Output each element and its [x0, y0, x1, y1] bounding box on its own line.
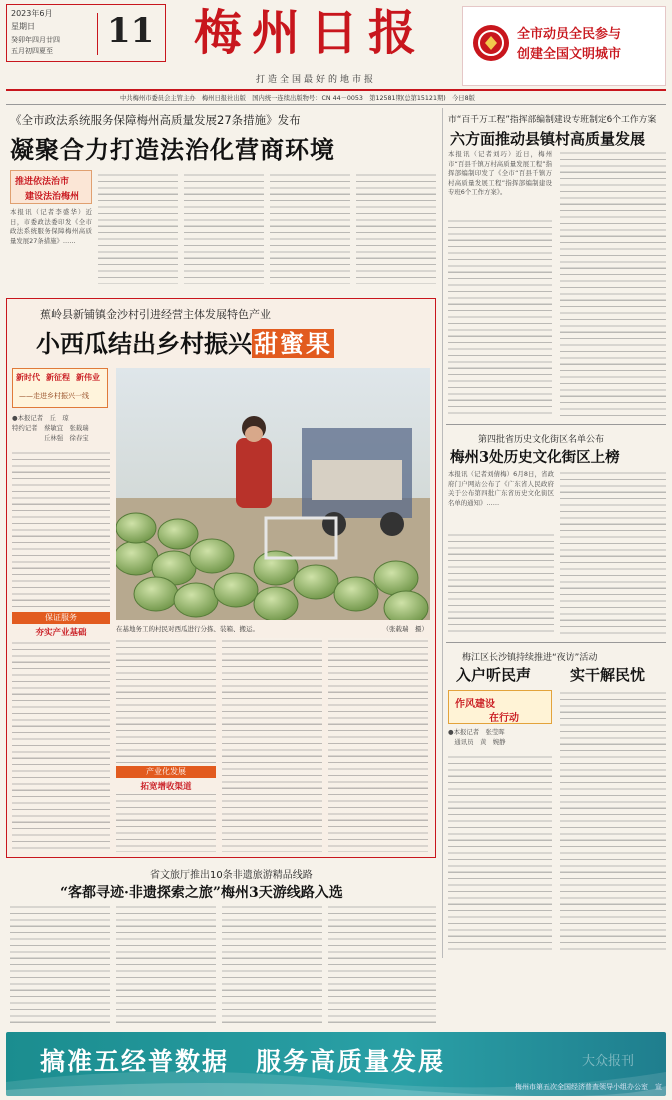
series-tag-4: ——走进乡村振兴一线: [19, 392, 89, 400]
subhead-3: 产业化发展: [116, 766, 216, 778]
newspaper-slogan: 打造全国最好的地市报: [255, 75, 376, 85]
bottom-body-3: [222, 904, 322, 1024]
feature-headline-sweet: 甜蜜果: [254, 329, 332, 358]
bottom-body-1: [10, 904, 110, 1024]
feature-headline: [36, 324, 430, 359]
bottom-kicker: 省文旅厅推出10条非遗旅游精品线路: [150, 870, 313, 881]
feature-reporter-1: ●本报记者 丘 琼: [12, 414, 69, 422]
right-mid-body-1: [448, 532, 554, 636]
badge-line-1: 推进依法治市: [15, 177, 70, 187]
right-mid-body-2: [560, 470, 666, 636]
date-box: [6, 4, 166, 62]
work-style-badge: [448, 690, 552, 724]
photo-credit: （张载瑞 摄）: [382, 625, 428, 633]
right-mid-rule: [446, 642, 666, 643]
right-low-reporters: ●本报记者 张莹晖 通讯员 黄 婉静: [448, 728, 506, 746]
lead-body-col-4: [270, 172, 350, 284]
right-low-kicker: 梅江区长沙镇持续推进“夜访”活动: [462, 653, 598, 663]
right-mid-headline: 梅州3处历史文化街区上榜: [450, 449, 620, 466]
series-tag: [12, 368, 108, 408]
right-low-body-1: [448, 754, 552, 954]
lunar-date-1: 癸卯年四月廿四: [11, 36, 60, 44]
banner-credit: 梅州市第五次全国经济普查领导小组办公室 宣: [515, 1083, 662, 1091]
series-tag-2: 新征程: [46, 373, 70, 382]
badge-text-1: 作风建设: [455, 699, 495, 710]
series-tag-1: 新时代: [16, 373, 40, 382]
lead-body-col-2: [98, 172, 178, 284]
census-banner: [6, 1032, 666, 1096]
right-top-byline: 本报讯（记者刘巧）近日，梅州市“百县千镇万村高质量发展工程”指挥部编制印发了《全市“百县千镇万村高质量发展工程”指挥部编制建设专班6个工作方案》。: [448, 150, 552, 197]
civilization-logo-icon: [473, 25, 509, 61]
subhead-2: 夯实产业基础: [35, 628, 87, 638]
right-top-body-2: [560, 150, 666, 418]
photo-caption: [116, 624, 430, 633]
lead-body-col-5: [356, 172, 436, 284]
info-rule: [6, 104, 666, 105]
bottom-body-2: [116, 904, 216, 1024]
civilization-box: [462, 6, 666, 86]
series-tag-3: 新伟业: [76, 373, 100, 382]
bottom-headline: “客都寻迹·非遗探索之旅”梅州3天游线路入选: [60, 885, 343, 901]
bottom-body-4: [328, 904, 436, 1024]
column-divider: [442, 108, 443, 958]
feature-kicker: 蕉岭县新铺镇金沙村引进经营主体发展特色产业: [40, 308, 271, 321]
subhead-4: 拓宽增收渠道: [116, 780, 216, 792]
day-number: 11: [107, 11, 155, 51]
right-low-headline-1: 入户听民声: [456, 666, 532, 684]
right-low-body-2: [560, 690, 666, 954]
info-bar: 中共梅州市委员会主管主办 梅州日报社出版 国内统一连续出版物号：CN 44－0053 第12581期(总第15121期) 今日8版: [120, 95, 475, 102]
subhead-1: 保证服务: [12, 612, 110, 624]
watermelon-photo-image: [116, 368, 430, 620]
newspaper-title: 梅州日报: [193, 5, 426, 61]
banner-text: 搞准五经普数据 服务高质量发展: [40, 1047, 446, 1076]
feature-headline-main: 小西瓜结出乡村振兴: [36, 329, 252, 358]
badge-text-2: 在行动: [489, 713, 519, 724]
right-mid-byline: 本报讯（记者刘倩梅）6月8日，省政府门户网站公布了《广东省人民政府关于公布第四批广东省历史文化街区名单的通知》……: [448, 470, 554, 507]
feature-body-col-1: [12, 640, 110, 852]
feature-reporter-2: 特约记者 蔡敏宜 张载瑞: [12, 424, 89, 432]
right-top-rule: [446, 424, 666, 425]
feature-body-col-3: [222, 638, 322, 852]
badge-line-2: 建设法治梅州: [25, 192, 80, 202]
watermelon-photo: [116, 368, 430, 620]
feature-body-intro: [12, 450, 110, 610]
lunar-date-2: 五月初四夏至: [11, 47, 53, 55]
photo-caption-text: 在基地务工的村民对西瓜进行分拣、装箱、搬运。: [116, 625, 259, 633]
feature-body-col-2: [116, 638, 216, 852]
rule-of-law-badge: [10, 170, 92, 204]
right-top-kicker: 市“百千万工程”指挥部编制建设专班制定6个工作方案: [448, 115, 657, 125]
right-top-headline: 六方面推动县镇村高质量发展: [450, 130, 646, 148]
date-line: 2023年6月: [11, 9, 53, 18]
lead-headline: 凝聚合力打造法治化营商环境: [10, 135, 335, 164]
lead-kicker: 《全市政法系统服务保障梅州高质量发展27条措施》发布: [10, 113, 301, 127]
lead-byline: 本报讯（记者李盛华）近日，市委政法委印发《全市政法系统服务保障梅州高质量发展27条措施》……: [10, 208, 92, 245]
watermark-text: 大众报刊: [582, 1054, 635, 1069]
date-divider: [97, 13, 98, 55]
civilization-slogan-2: 创建全国文明城市: [517, 47, 622, 62]
weekday: 星期日: [11, 22, 35, 31]
right-low-headline-2: 实干解民忧: [570, 666, 646, 684]
civilization-slogan-1: 全市动员全民参与: [517, 27, 622, 42]
right-top-body-1: [448, 218, 552, 418]
lead-body-col-3: [184, 172, 264, 284]
right-mid-kicker: 第四批省历史文化街区名单公布: [478, 435, 605, 445]
masthead-rule: [6, 89, 666, 91]
feature-reporter-3: 丘林强 徐春宝: [12, 434, 89, 442]
feature-body-col-4: [328, 638, 428, 852]
